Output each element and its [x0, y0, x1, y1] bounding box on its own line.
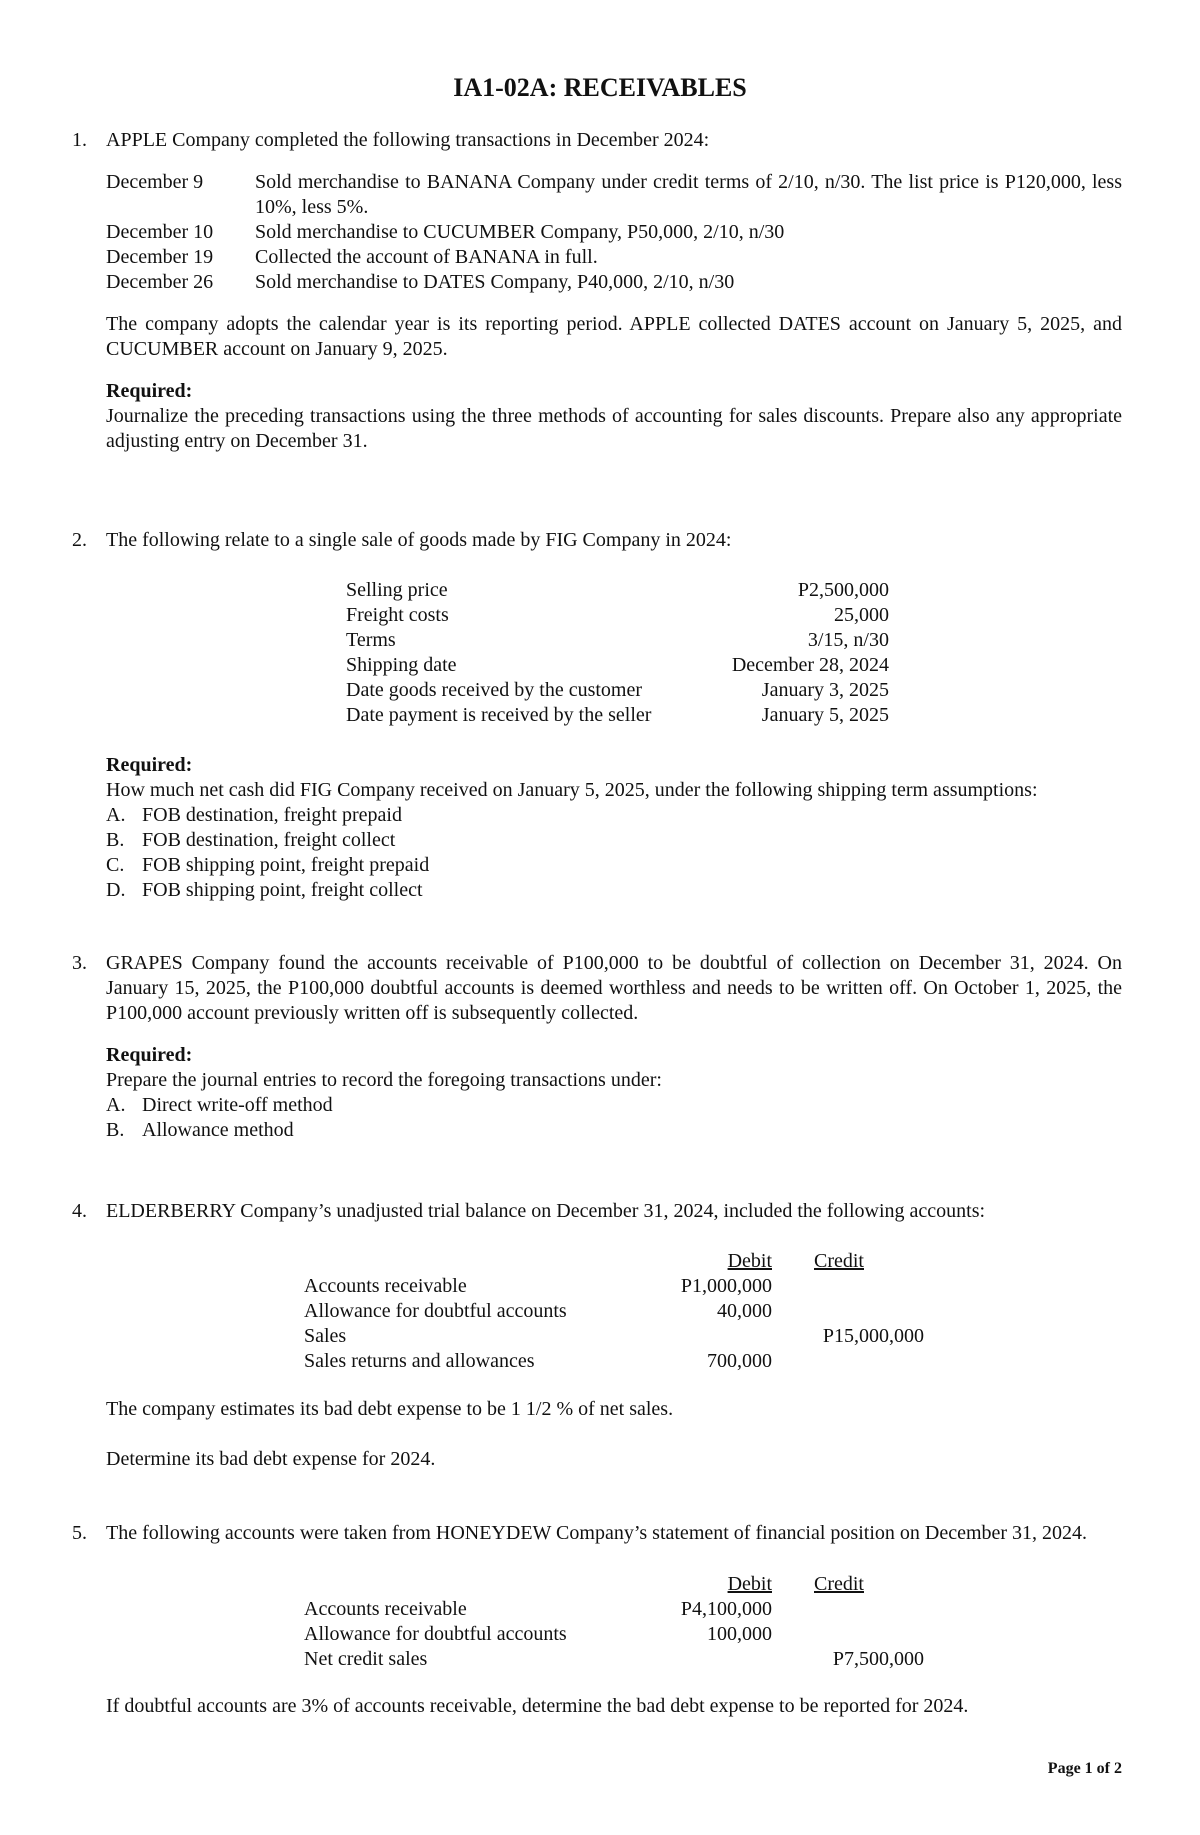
credit-header: Credit [814, 1250, 864, 1272]
question-note: The company adopts the calendar year is its reporting period. APPLE collected DATES account on January 5, 2025, and CUCUMBER account on January 9, 2025. [106, 313, 1122, 360]
credit-amount [772, 1299, 924, 1324]
table-row [304, 1299, 924, 1324]
question-4-notes [72, 1397, 1122, 1472]
page-title: IA1-02A: RECEIVABLES [453, 73, 747, 102]
debit-amount: 100,000 [707, 1623, 772, 1645]
question-1 [72, 128, 1122, 454]
account-name: Allowance for doubtful accounts [304, 1300, 567, 1322]
transaction-row [106, 170, 1122, 220]
detail-value: December 28, 2024 [731, 654, 889, 676]
transaction-date: December 19 [106, 246, 214, 268]
option-text: FOB shipping point, freight prepaid [142, 854, 430, 876]
detail-value: 3/15, n/30 [807, 629, 889, 651]
option-item [106, 878, 1122, 903]
transaction-date: December 9 [106, 171, 204, 193]
option-text: FOB destination, freight prepaid [142, 804, 402, 826]
detail-label: Freight costs [346, 604, 449, 626]
option-letter: A. [106, 804, 126, 826]
transaction-description: Sold merchandise to BANANA Company under credit terms of 2/10, n/30. The list price is P120,000, less 10%, less 5%. [255, 171, 1122, 218]
required-text: Prepare the journal entries to record the foregoing transactions under: [106, 1069, 662, 1091]
credit-amount [772, 1597, 924, 1622]
detail-row [346, 578, 889, 603]
detail-row [346, 603, 889, 628]
debit-amount: 40,000 [717, 1300, 772, 1322]
transaction-row [106, 220, 1122, 245]
question-4 [72, 1199, 1122, 1224]
required-label: Required: [106, 1044, 193, 1066]
debit-amount: P4,100,000 [680, 1598, 772, 1620]
detail-label: Date goods received by the customer [346, 679, 643, 701]
table-header [304, 1572, 924, 1597]
question-number: 3. [72, 952, 87, 974]
question-prompt: If doubtful accounts are 3% of accounts receivable, determine the bad debt expense to be reported for 2024. [106, 1695, 969, 1717]
detail-value: January 3, 2025 [761, 679, 889, 701]
question-number: 1. [72, 129, 87, 151]
question-number: 4. [72, 1200, 87, 1222]
account-name: Accounts receivable [304, 1598, 467, 1620]
option-item [106, 803, 1122, 828]
transaction-description: Sold merchandise to CUCUMBER Company, P50,000, 2/10, n/30 [255, 221, 785, 243]
question-note: The company estimates its bad debt expense to be 1 1/2 % of net sales. [106, 1398, 674, 1420]
transaction-row [106, 270, 1122, 295]
required-label: Required: [106, 754, 193, 776]
transaction-description: Collected the account of BANANA in full. [255, 246, 598, 268]
transaction-row [106, 245, 1122, 270]
credit-amount [772, 1274, 924, 1299]
question-number: 2. [72, 529, 87, 551]
debit-amount: P1,000,000 [680, 1275, 772, 1297]
debit-amount [664, 1647, 772, 1672]
account-name: Net credit sales [304, 1648, 428, 1670]
financial-position-table [304, 1572, 924, 1672]
detail-value: 25,000 [834, 604, 889, 626]
detail-row [346, 628, 889, 653]
credit-amount: P7,500,000 [832, 1648, 924, 1670]
page-number: Page 1 of 2 [1047, 1760, 1122, 1777]
question-prompt: Determine its bad debt expense for 2024. [106, 1448, 436, 1470]
question-intro: ELDERBERRY Company’s unadjusted trial balance on December 31, 2024, included the following accounts: [106, 1200, 986, 1222]
credit-amount: P15,000,000 [822, 1325, 924, 1347]
detail-value: P2,500,000 [797, 579, 889, 601]
option-item [106, 828, 1122, 853]
question-text: GRAPES Company found the accounts receivable of P100,000 to be doubtful of collection on December 31, 2024. On January 15, 2025, the P100,000 doubtful accounts is deemed worthless and needs to be written off. On October 1, 2025, the P100,000 account previously written off is subsequently collected. [106, 952, 1122, 1024]
question-3 [72, 951, 1122, 1143]
required-label: Required: [106, 380, 193, 402]
debit-amount [664, 1324, 772, 1349]
table-row [304, 1622, 924, 1647]
credit-header: Credit [814, 1573, 864, 1595]
table-row [304, 1597, 924, 1622]
option-letter: B. [106, 1119, 125, 1141]
question-intro: The following accounts were taken from HONEYDEW Company’s statement of financial position on December 31, 2024. [106, 1522, 1088, 1544]
transaction-description: Sold merchandise to DATES Company, P40,000, 2/10, n/30 [255, 271, 735, 293]
detail-label: Date payment is received by the seller [346, 704, 652, 726]
detail-row [346, 678, 889, 703]
detail-label: Selling price [346, 579, 448, 601]
option-text: Direct write-off method [142, 1094, 333, 1116]
option-text: FOB shipping point, freight collect [142, 879, 423, 901]
detail-row [346, 653, 889, 678]
option-item [106, 1093, 1122, 1118]
table-row [304, 1647, 924, 1672]
debit-amount: 700,000 [707, 1350, 772, 1372]
table-row [304, 1274, 924, 1299]
table-row [304, 1349, 924, 1374]
option-item [106, 1118, 1122, 1143]
detail-label: Shipping date [346, 654, 457, 676]
required-text: How much net cash did FIG Company received on January 5, 2025, under the following shipping term assumptions: [106, 779, 1038, 801]
trial-balance-table [304, 1249, 924, 1374]
account-name: Sales [304, 1325, 347, 1347]
option-letter: D. [106, 879, 126, 901]
detail-value: January 5, 2025 [761, 704, 889, 726]
detail-row [346, 703, 889, 728]
option-text: Allowance method [142, 1119, 294, 1141]
transaction-date: December 26 [106, 271, 214, 293]
credit-amount [772, 1622, 924, 1647]
account-name: Allowance for doubtful accounts [304, 1623, 567, 1645]
transaction-date: December 10 [106, 221, 214, 243]
option-item [106, 853, 1122, 878]
option-text: FOB destination, freight collect [142, 829, 396, 851]
table-row [304, 1324, 924, 1349]
credit-amount [772, 1349, 924, 1374]
question-intro: APPLE Company completed the following transactions in December 2024: [106, 129, 710, 151]
option-letter: C. [106, 854, 125, 876]
question-2-required [72, 753, 1122, 903]
question-5 [72, 1521, 1122, 1546]
question-2 [72, 528, 1122, 553]
question-number: 5. [72, 1522, 87, 1544]
debit-header: Debit [727, 1573, 772, 1595]
debit-header: Debit [727, 1250, 772, 1272]
detail-label: Terms [346, 629, 396, 651]
option-letter: B. [106, 829, 125, 851]
account-name: Sales returns and allowances [304, 1350, 535, 1372]
sale-details-table [346, 578, 889, 728]
question-intro: The following relate to a single sale of goods made by FIG Company in 2024: [106, 529, 732, 551]
required-text: Journalize the preceding transactions using the three methods of accounting for sales discounts. Prepare also any appropriate adjusting entry on December 31. [106, 405, 1122, 452]
table-header [304, 1249, 924, 1274]
question-5-prompt [72, 1694, 1122, 1719]
option-letter: A. [106, 1094, 126, 1116]
account-name: Accounts receivable [304, 1275, 467, 1297]
